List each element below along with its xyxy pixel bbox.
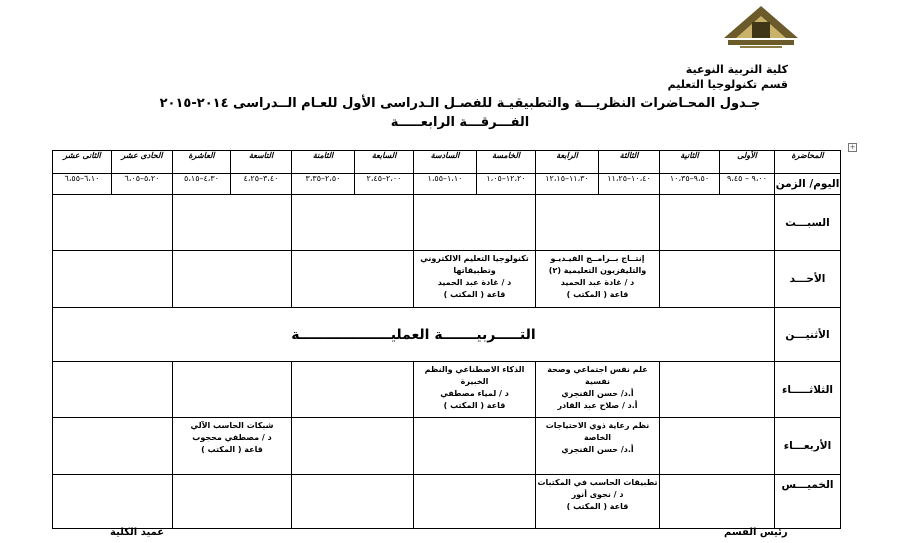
schedule-cell <box>660 362 775 418</box>
course-cell-social-psychology <box>536 362 660 418</box>
lecture-header: الثامنة <box>292 151 355 174</box>
schedule-cell <box>53 251 173 308</box>
course-cell-computer-networks <box>173 418 292 475</box>
course-cell-video-production <box>536 251 660 308</box>
schedule-cell <box>53 418 173 475</box>
course-cell-ai <box>414 362 536 418</box>
schedule-cell <box>292 195 414 251</box>
instructor-2: أ.د / صلاح عبد القادر <box>557 401 638 410</box>
schedule-cell <box>173 362 292 418</box>
schedule-cell <box>173 195 292 251</box>
schedule-cell <box>414 418 536 475</box>
time-slot: ١٠،٤٠–١١،٢٥ <box>599 174 660 195</box>
day-row-sunday <box>53 251 841 308</box>
instructor: د / نجوى أنور <box>571 490 624 499</box>
schedule-cell <box>660 251 775 308</box>
college-name: كلية التربية النوعية <box>685 63 788 76</box>
time-row <box>53 174 841 195</box>
schedule-cell <box>660 418 775 475</box>
day-label-tuesday: الثلاثـــــاء <box>775 362 841 418</box>
time-slot: ٢،٥٠–٣،٣٥ <box>292 174 355 195</box>
lecture-header: السابعة <box>355 151 414 174</box>
course-name-cont: والتليفزيون التعليمية (٢) <box>548 266 647 275</box>
time-slot: ٤،٣٠–٥،١٥ <box>173 174 231 195</box>
course-name: إنتــاج بــرامــج الفيـديـو <box>550 254 645 263</box>
schedule-cell <box>173 475 292 529</box>
lecture-header: الحادى عشر <box>112 151 173 174</box>
course-name: الذكاء الاصطناعي والنظم <box>424 365 525 374</box>
college-logo <box>722 2 800 50</box>
time-slot: ٩،٠٠ – ٩،٤٥ <box>720 174 775 195</box>
time-slot: ٦،١٠–٦،٥٥ <box>53 174 112 195</box>
instructor: أ.د/ حسن الفنجري <box>561 389 634 398</box>
lecture-header: الثانية <box>660 151 720 174</box>
time-slot: ٥،٢٠–٦،٠٥ <box>112 174 173 195</box>
day-label-monday: الأثنيـــن <box>775 308 841 362</box>
table-move-handle-icon[interactable]: + <box>849 143 856 151</box>
schedule-table <box>52 150 841 529</box>
course-name: علم نفس اجتماعي وصحة <box>547 365 648 374</box>
room: قاعة ( المكتب ) <box>201 445 263 454</box>
schedule-subtitle: الفـــرقـــة الرابعـــــة <box>390 115 530 130</box>
room: قاعة ( المكتب ) <box>443 401 506 410</box>
room: قاعة ( المكتب ) <box>566 502 629 511</box>
course-name-cont: الخبيرة <box>460 377 489 386</box>
schedule-cell <box>292 251 414 308</box>
corner-header: المحاضرة <box>775 151 841 174</box>
instructor: د / مصطفي محجوب <box>192 433 272 442</box>
schedule-cell <box>414 475 536 529</box>
lecture-header: الخامسة <box>477 151 536 174</box>
head-signature-label: رئيس القسم <box>724 527 788 538</box>
schedule-title: جـدول المحـاضرات النظريـــة والتطبيقيـة للفصـل الـدراسى الأول للعـام الــدراسى ٢٠١٤-٢٠١٥ <box>159 96 761 111</box>
department-name: قسم تكنولوجيا التعليم <box>667 78 788 91</box>
instructor: د / غادة عبد الحميد <box>560 278 635 287</box>
day-row-thursday <box>53 475 841 529</box>
lecture-header-row <box>53 151 841 174</box>
instructor: أ.د/ حسن الفنجري <box>561 445 634 454</box>
course-cell-library-apps <box>536 475 660 529</box>
schedule-cell <box>660 475 775 529</box>
schedule-cell <box>292 475 414 529</box>
schedule-cell <box>53 195 173 251</box>
time-slot: ٣،٤٠–٤،٢٥ <box>231 174 292 195</box>
day-row-saturday <box>53 195 841 251</box>
schedule-cell <box>414 195 536 251</box>
course-name-cont: نفسية <box>584 377 611 386</box>
time-slot: ٩،٥٠–١٠،٣٥ <box>660 174 720 195</box>
lecture-header: الثالثة <box>599 151 660 174</box>
day-row-tuesday <box>53 362 841 418</box>
instructor: د / لمياء مصطفي <box>440 389 509 398</box>
course-cell-e-learning <box>414 251 536 308</box>
day-label-sunday: الأحـــد <box>775 251 841 308</box>
time-slot: ١٢،٢٠–١،٠٥ <box>477 174 536 195</box>
day-label-thursday: الخميـــس <box>775 475 841 529</box>
lecture-header: الأولى <box>720 151 775 174</box>
day-label-saturday: السبـــت <box>775 195 841 251</box>
schedule-cell <box>292 362 414 418</box>
schedule-cell <box>53 362 173 418</box>
lecture-header: العاشرة <box>173 151 231 174</box>
schedule-cell <box>173 251 292 308</box>
practical-education-cell: التـــــربيـــــــة العمليـــــــــــــــــــة <box>53 308 775 362</box>
lecture-header: السادسة <box>414 151 477 174</box>
course-name: نظم رعاية ذوي الاحتياجات <box>545 421 650 430</box>
course-name: تطبيقات الحاسب في المكتبات <box>537 478 658 487</box>
day-row-wednesday <box>53 418 841 475</box>
room: قاعة ( المكتب ) <box>443 290 506 299</box>
time-slot: ١١،٣٠–١٢،١٥ <box>536 174 599 195</box>
lecture-header: الثانى عشر <box>53 151 112 174</box>
course-name: شبكات الحاسب الآلي <box>190 421 274 430</box>
day-row-monday <box>53 308 841 362</box>
course-name-cont: الخاصة <box>583 433 612 442</box>
course-cell-special-needs <box>536 418 660 475</box>
day-time-label: اليوم/ الزمن <box>775 174 841 195</box>
lecture-header: الرابعة <box>536 151 599 174</box>
time-slot: ٢،٠٠–٢،٤٥ <box>355 174 414 195</box>
schedule-cell <box>660 195 775 251</box>
time-slot: ١،١٠–١،٥٥ <box>414 174 477 195</box>
schedule-cell <box>53 475 173 529</box>
lecture-header: التاسعة <box>231 151 292 174</box>
schedule-cell <box>292 418 414 475</box>
schedule-cell <box>536 195 660 251</box>
day-label-wednesday: الأربعـــاء <box>775 418 841 475</box>
course-name: تكنولوجيا التعليم الالكتروني <box>420 254 529 263</box>
dean-signature-label: عميد الكلية <box>110 527 165 538</box>
instructor: د / غادة عبد الحميد <box>437 278 512 287</box>
room: قاعة ( المكتب ) <box>566 290 629 299</box>
course-name-cont: وتطبيقاتها <box>453 266 496 275</box>
